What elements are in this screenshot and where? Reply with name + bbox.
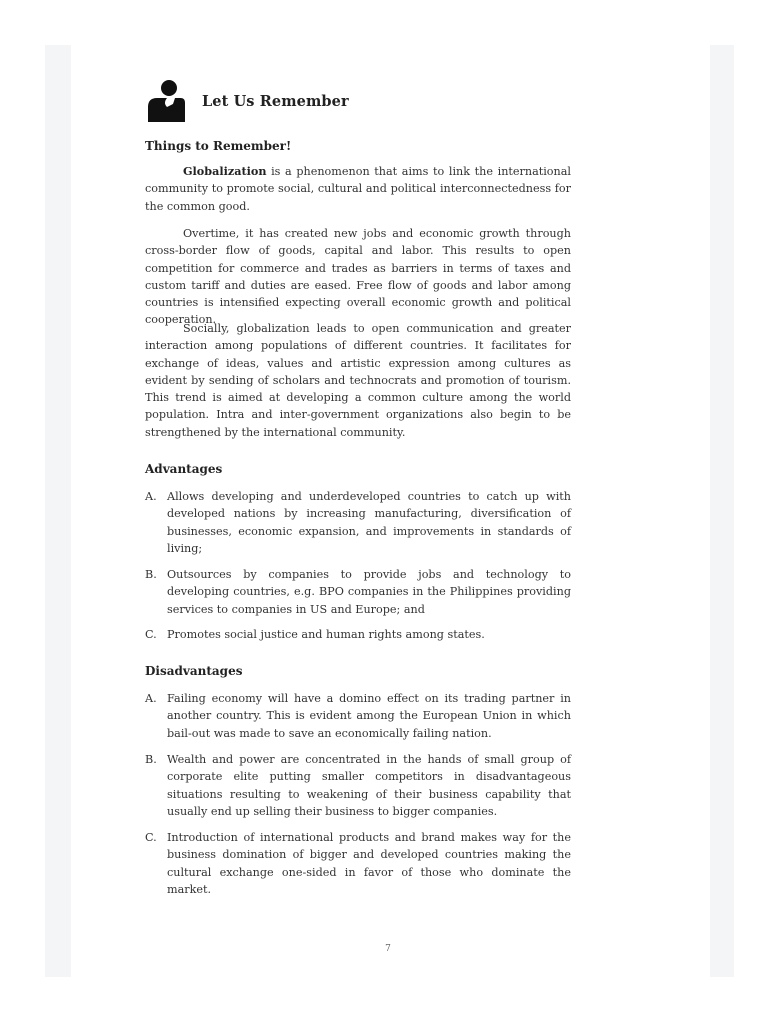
intro-paragraph-2: Overtime, it has created new jobs and economic growth through cross-border flow of goods, capital and labor. This results to open competition for commerce and trades as barriers in terms of taxes and custom tariff and duties are eased. Free flow of goods and labor among countries is intensified expecting overall economic growth and political cooperation.	[145, 227, 571, 327]
disadvantage-item-c	[145, 829, 571, 898]
advantage-item-b	[145, 566, 571, 618]
advantages-heading: Advantages	[145, 462, 223, 476]
list-marker: B.	[145, 568, 157, 581]
thinking-person-icon	[145, 79, 189, 123]
section-header	[145, 79, 349, 123]
advantage-text: Promotes social justice and human rights among states.	[167, 628, 485, 641]
right-page-shadow	[710, 45, 734, 977]
list-marker: C.	[145, 831, 157, 844]
list-marker: A.	[145, 490, 157, 503]
advantage-item-a	[145, 488, 571, 557]
intro-paragraph-3: Socially, globalization leads to open communication and greater interaction among populations of different countries. It facilitates for exchange of ideas, values and artistic expression among cultures as evident by sending of scholars and technocrats and promotion of tourism. This trend is aimed at developing a common culture among the world population. Intra and inter-government organizations also begin to be strengthened by the international community.	[145, 322, 571, 439]
disadvantages-heading: Disadvantages	[145, 664, 243, 678]
disadvantage-text: Introduction of international products and brand makes way for the business domination of bigger and developed countries making the cultural exchange one-sided in favor of those who dominate the market.	[167, 831, 571, 896]
intro-paragraph-1	[145, 163, 571, 215]
disadvantage-item-b	[145, 751, 571, 820]
left-page-shadow	[45, 45, 71, 977]
list-marker: B.	[145, 753, 157, 766]
disadvantage-item-a	[145, 690, 571, 742]
list-marker: C.	[145, 628, 157, 641]
intro-paragraph-1-text: is a phenomenon that aims to link the international community to promote social, cultural and political interconnectedness for the common good.	[145, 165, 571, 213]
list-marker: A.	[145, 692, 157, 705]
disadvantage-text: Failing economy will have a domino effect on its trading partner in another country. This is evident among the European Union in which bail-out was made to save an economically failing nation.	[167, 692, 571, 740]
advantage-text: Outsources by companies to provide jobs and technology to developing countries, e.g. BPO companies in the Philippines providing services to companies in US and Europe; and	[167, 568, 571, 616]
advantage-text: Allows developing and underdeveloped countries to catch up with developed nations by increasing manufacturing, diversification of businesses, economic expansion, and improvements in standards of living;	[167, 490, 571, 555]
section-title: Let Us Remember	[202, 92, 349, 110]
disadvantage-text: Wealth and power are concentrated in the hands of small group of corporate elite putting smaller competitors in disadvantageous situations resulting to weakening of their business capability that usually end up selling their business to bigger companies.	[167, 753, 571, 818]
term-globalization: Globalization	[183, 164, 267, 178]
advantage-item-c	[145, 626, 571, 643]
page-number: 7	[385, 944, 391, 954]
things-to-remember-heading: Things to Remember!	[145, 139, 292, 153]
